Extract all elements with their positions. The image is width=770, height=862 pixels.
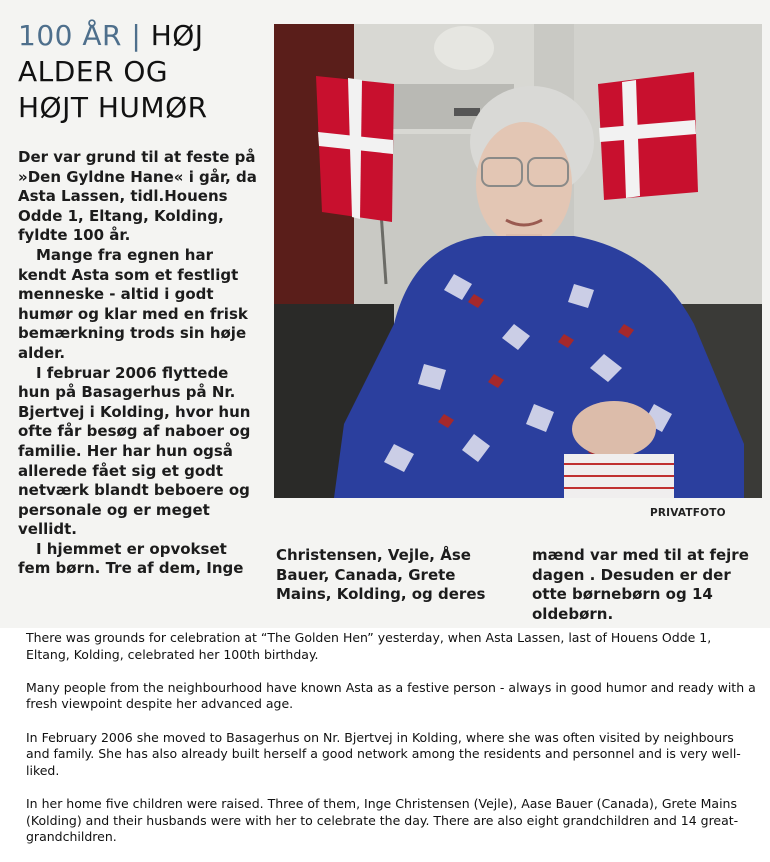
article-paragraph: Mange fra egnen har kendt Asta som et festligt menneske - altid i godt humør og klar med en frisk bemærkning trods sin høje alder.	[18, 245, 248, 362]
headline-line-2: ALDER OG	[18, 55, 169, 88]
translation-paragraph: Many people from the neighbourhood have known Asta as a festive person - always in good humor and ready with a fresh viewpoint despite her advanced age.	[26, 679, 756, 712]
headline-word-1: HØJ	[150, 19, 204, 52]
headline	[18, 18, 268, 126]
english-translation	[26, 630, 756, 862]
photo-credit: PRIVATFOTO	[650, 507, 726, 519]
article-column-1	[18, 148, 260, 579]
translation-paragraph: There was grounds for celebration at “The Golden Hen” yesterday, when Asta Lassen, last of Houens Odde 1, Eltang, Kolding, celebrated her 100th birthday.	[26, 630, 712, 662]
translation-paragraph: In February 2006 she moved to Basagerhus on Nr. Bjertvej in Kolding, where she was often visited by neighbours and family. She has also already built herself a good network among the residents and personnel and is very well-liked.	[26, 729, 741, 778]
article-column-2: Christensen, Vejle, Åse Bauer, Canada, Grete Mains, Kolding, og deres	[276, 546, 486, 604]
translation-paragraph: In her home five children were raised. Three of them, Inge Christensen (Vejle), Aase Bauer (Canada), Grete Mains (Kolding) and their husbands were with her to celebrate the day. There are also eight grandchildren and 14 great-grandchildren.	[26, 795, 739, 845]
headline-number: 100 ÅR	[18, 19, 122, 52]
headline-separator: |	[131, 19, 142, 52]
article-paragraph: I hjemmet er opvokset fem børn. Tre af dem, Inge	[18, 539, 244, 578]
article-photo	[274, 24, 762, 498]
article-paragraph: I februar 2006 flyttede hun på Basagerhus på Nr. Bjertvej i Kolding, hvor hun ofte får besøg af naboer og familie. Her har hun også allerede fået sig et godt netværk blandt beboere og personale og er meget vellidt.	[18, 363, 251, 539]
article-column-3: mænd var med til at fejre dagen . Desuden er der otte børnebørn og 14 oldebørn.	[532, 546, 749, 623]
headline-line-1	[18, 18, 268, 54]
danish-flag-right-icon	[598, 72, 698, 200]
headline-line-3: HØJT HUMØR	[18, 91, 208, 124]
photo-illustration	[274, 24, 762, 498]
article-lead-paragraph: Der var grund til at feste på »Den Gyldne Hane« i går, da Asta Lassen, tidl.Houens Odde 1, Eltang, Kolding, fyldte 100 år.	[18, 148, 257, 245]
